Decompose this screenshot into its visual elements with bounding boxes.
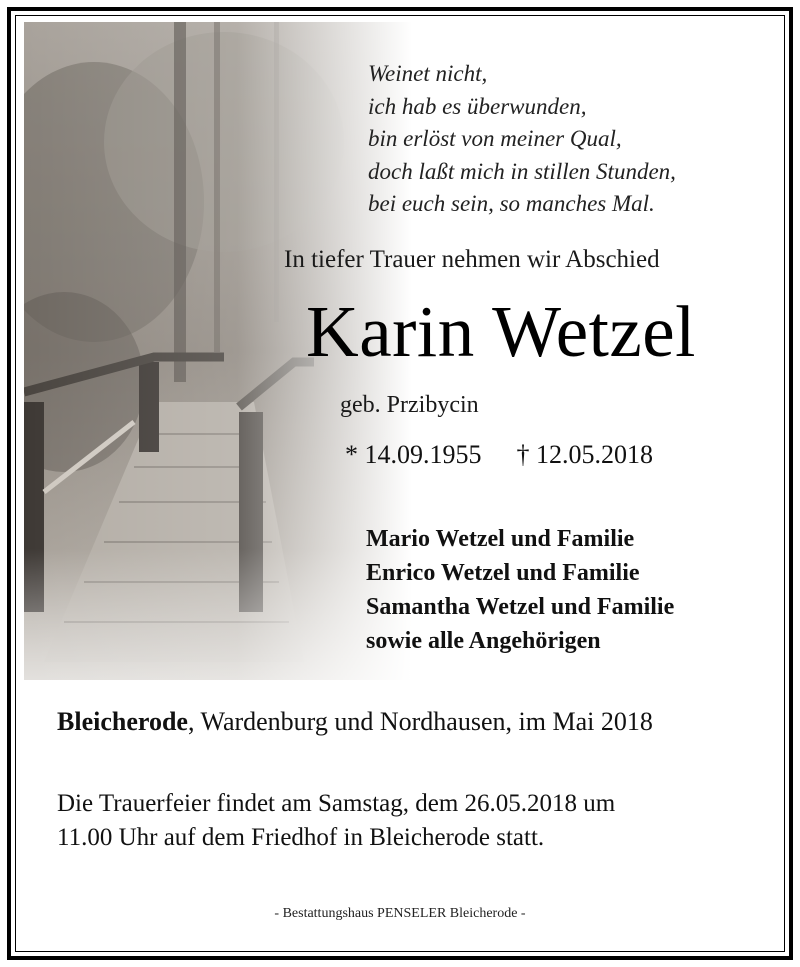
poem-line: doch laßt mich in stillen Stunden, [368, 158, 676, 184]
mourner-line: Enrico Wetzel und Familie [366, 560, 640, 586]
place-rest: , Wardenburg und Nordhausen, im Mai 2018 [187, 707, 653, 736]
place-town: Bleicherode [57, 707, 188, 736]
mourner-line: Mario Wetzel und Familie [366, 526, 635, 552]
deceased-name: Karin Wetzel [306, 291, 696, 372]
ceremony-line: Die Trauerfeier findet am Samstag, dem 26.05.2018 um [57, 790, 616, 817]
ceremony-line: 11.00 Uhr auf dem Friedhof in Bleicherode statt. [57, 824, 545, 851]
poem [368, 58, 676, 221]
mourners-list [366, 522, 674, 658]
farewell-intro: In tiefer Trauer nehmen wir Abschied [284, 246, 660, 273]
death-symbol: † [516, 440, 530, 469]
funeral-home-footer: - Bestattungshaus PENSELER Bleicherode - [274, 906, 526, 921]
place-date-line [57, 707, 653, 737]
death-date: 12.05.2018 [536, 440, 653, 469]
poem-line: Weinet nicht, [368, 61, 488, 86]
poem-line: bei euch sein, so manches Mal. [368, 191, 655, 216]
ceremony-info [57, 787, 615, 855]
mourner-line: sowie alle Angehörigen [366, 628, 601, 654]
mourner-line: Samantha Wetzel und Familie [366, 594, 675, 620]
maiden-name: geb. Przibycin [340, 392, 479, 418]
poem-line: bin erlöst von meiner Qual, [368, 126, 622, 151]
birth-symbol: * [345, 440, 358, 469]
birth-date: 14.09.1955 [364, 440, 482, 469]
life-dates [345, 440, 653, 470]
poem-line: ich hab es überwunden, [368, 93, 587, 119]
